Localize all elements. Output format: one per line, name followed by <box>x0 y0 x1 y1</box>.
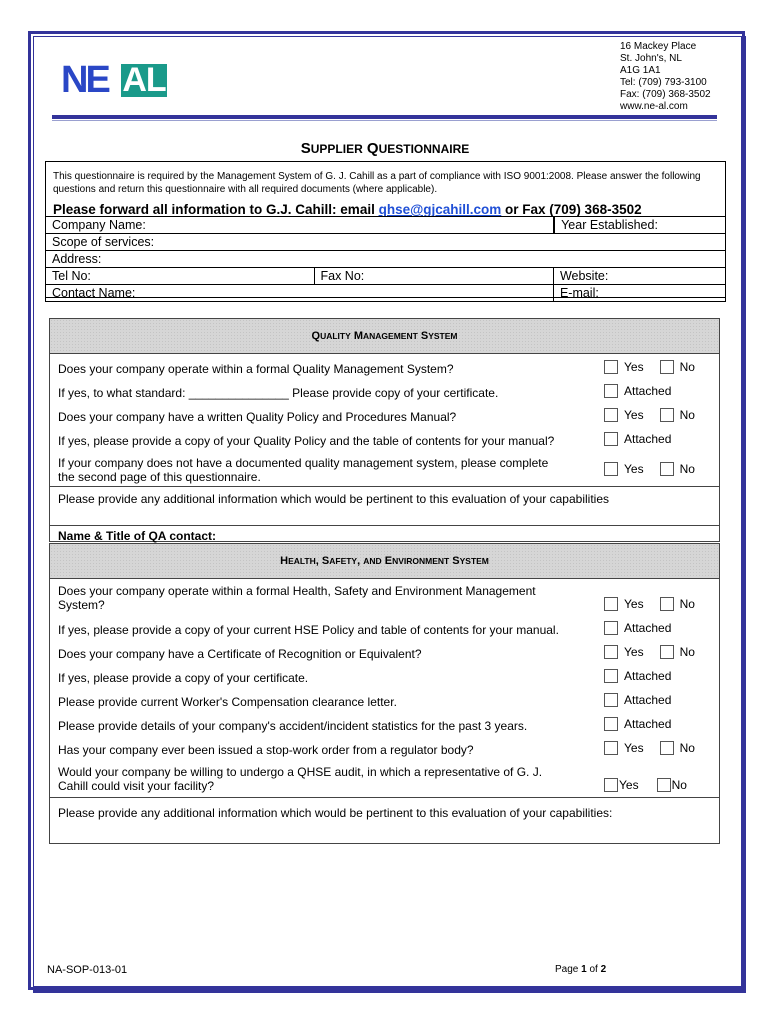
qms-question-3: Does your company have a written Quality Policy and Procedures Manual? <box>58 410 457 424</box>
email-field[interactable]: E-mail: <box>553 285 725 302</box>
question-line: Does your company operate within a formal Health, Safety and Environment Management <box>58 584 536 598</box>
qms-section-header <box>49 318 720 354</box>
header-divider <box>52 115 717 119</box>
year-established-field[interactable]: Year Established: <box>555 217 726 234</box>
hdr-cap: S <box>452 555 460 567</box>
checkbox-attached[interactable] <box>604 621 618 635</box>
hdr-rest: EALTH <box>288 556 316 566</box>
hdr-cap: M <box>353 330 364 342</box>
forward-suffix: or Fax (709) 368-3502 <box>501 202 642 217</box>
option-label: Yes <box>624 741 644 755</box>
checkbox-no[interactable] <box>660 597 674 611</box>
hdr-rest: YSTEM <box>428 331 458 341</box>
qms-question-1: Does your company operate within a formal Quality Management System? <box>58 362 454 376</box>
hse-q3-options <box>604 645 695 659</box>
email-link[interactable]: qhse@gjcahill.com <box>378 202 502 217</box>
forward-prefix: Please forward all information to G.J. Cahill: email <box>53 202 379 217</box>
title-cap: S <box>300 140 311 157</box>
option-label: No <box>671 778 687 792</box>
checkbox-yes[interactable] <box>604 741 618 755</box>
checkbox-no[interactable] <box>660 462 674 476</box>
qms-q4-options <box>604 432 671 446</box>
option-label: Attached <box>624 717 672 731</box>
divider <box>49 486 720 487</box>
page-prefix: Page <box>555 964 582 975</box>
hdr-rest: AND <box>363 556 382 566</box>
checkbox-attached[interactable] <box>604 717 618 731</box>
option-label: Attached <box>624 384 672 398</box>
option-label: No <box>679 741 695 755</box>
logo-al-text: AL <box>122 64 166 97</box>
checkbox-yes[interactable] <box>604 408 618 422</box>
hdr-rest: ANAGEMENT <box>363 331 418 341</box>
page-current: 1 <box>581 964 587 975</box>
hse-question-2: If yes, please provide a copy of your current HSE Policy and table of contents for your manual. <box>58 623 559 637</box>
checkbox-yes[interactable] <box>604 462 618 476</box>
qms-question-5 <box>58 456 548 484</box>
hse-q7-options <box>604 741 695 755</box>
hse-question-1 <box>58 584 536 612</box>
checkbox-no[interactable] <box>660 741 674 755</box>
checkbox-no[interactable] <box>657 778 671 792</box>
scope-field[interactable]: Scope of services: <box>46 234 726 251</box>
hse-q6-options <box>604 717 671 731</box>
qms-q5-options <box>604 462 695 476</box>
page-number <box>555 964 606 975</box>
company-logo <box>61 64 167 97</box>
hse-additional-info[interactable]: Please provide any additional information which would be pertinent to this evaluation of your capabilities: <box>58 806 613 820</box>
hdr-rest: NVIRONMENT <box>392 556 450 566</box>
checkbox-no[interactable] <box>660 645 674 659</box>
checkbox-yes[interactable] <box>604 360 618 374</box>
title-rest: UPPLIER <box>310 142 363 156</box>
option-label: No <box>679 408 695 422</box>
hse-q8-options <box>604 778 687 792</box>
page-total: 2 <box>600 964 607 975</box>
company-info-table <box>45 216 726 302</box>
option-label: No <box>679 645 695 659</box>
hdr-cap: S <box>321 555 330 567</box>
checkbox-attached[interactable] <box>604 432 618 446</box>
hdr-cap: H <box>280 555 289 567</box>
checkbox-yes[interactable] <box>604 778 618 792</box>
address-field[interactable]: Address: <box>46 251 726 268</box>
header-divider-thin <box>52 120 717 121</box>
checkbox-attached[interactable] <box>604 693 618 707</box>
option-label: No <box>679 360 695 374</box>
company-address <box>620 41 711 113</box>
qms-question-4: If yes, please provide a copy of your Quality Policy and the table of contents for your manual? <box>58 434 555 448</box>
checkbox-no[interactable] <box>660 360 674 374</box>
qms-q3-options <box>604 408 695 422</box>
website-field[interactable]: Website: <box>553 268 725 285</box>
question-line: Cahill could visit your facility? <box>58 779 215 793</box>
page-border-shadow-bottom <box>33 987 746 993</box>
hse-q1-options <box>604 597 695 611</box>
hdr-cap: Q <box>311 330 321 342</box>
hdr-rest: AFETY <box>329 556 358 566</box>
hdr-rest: UALITY <box>320 331 351 341</box>
checkbox-no[interactable] <box>660 408 674 422</box>
title-cap: Q <box>366 140 379 157</box>
hse-section-header: HEALTH, SAFETY, AND ENVIRONMENT SYSTEM <box>49 543 720 579</box>
document-number: NA-SOP-013-01 <box>47 964 128 976</box>
option-label: Attached <box>624 621 672 635</box>
address-line: 16 Mackey Place <box>620 41 697 52</box>
hse-question-7: Has your company ever been issued a stop-work order from a regulator body? <box>58 743 474 757</box>
hse-q5-options <box>604 693 671 707</box>
hdr-cap: E <box>384 555 393 567</box>
hdr-rest: YSTEM <box>459 556 489 566</box>
company-name-field[interactable]: Company Name: <box>46 217 554 234</box>
option-label: No <box>679 462 695 476</box>
option-label: Attached <box>624 669 672 683</box>
logo-ne-text: NE <box>61 64 108 97</box>
option-label: Yes <box>624 645 644 659</box>
option-label: No <box>679 597 695 611</box>
divider <box>49 797 720 798</box>
checkbox-attached[interactable] <box>604 384 618 398</box>
option-label: Yes <box>619 778 639 792</box>
qms-question-2: If yes, to what standard: _______________ Please provide copy of your certificate. <box>58 386 499 400</box>
hse-q4-options <box>604 669 671 683</box>
forward-instructions <box>53 202 642 217</box>
question-line: the second page of this questionnaire. <box>58 470 261 484</box>
page-border-shadow-right <box>742 36 746 993</box>
option-label: Yes <box>624 597 644 611</box>
divider <box>49 525 720 526</box>
question-line: Would your company be willing to undergo a QHSE audit, in which a representative of G. J. <box>58 765 543 779</box>
qms-q1-options <box>604 360 695 374</box>
hse-question-6: Please provide details of your company's accident/incident statistics for the past 3 years. <box>58 719 528 733</box>
address-line: St. John's, NL <box>620 53 682 64</box>
checkbox-yes[interactable] <box>604 645 618 659</box>
qms-q2-options <box>604 384 671 398</box>
option-label: Yes <box>624 408 644 422</box>
question-line: If your company does not have a documented quality management system, please complete <box>58 456 549 470</box>
option-label: Yes <box>624 360 644 374</box>
hdr-cap: S <box>420 330 429 342</box>
hse-question-5: Please provide current Worker's Compensation clearance letter. <box>58 695 397 709</box>
address-website: www.ne-al.com <box>620 101 688 112</box>
address-line: A1G 1A1 <box>620 65 661 76</box>
option-label: Yes <box>624 462 644 476</box>
option-label: Attached <box>624 693 672 707</box>
intro-text: This questionnaire is required by the Management System of G. J. Cahill as a part of compliance with ISO 9001:2008. Please answer the following questions and return this questionnaire with all required documents (where applicable). <box>53 171 701 195</box>
fax-field[interactable]: Fax No: <box>314 268 553 285</box>
qms-additional-info[interactable]: Please provide any additional information which would be pertinent to this evaluation of your capabilities <box>58 492 609 506</box>
title-rest: UESTIONNAIRE <box>378 142 470 156</box>
hse-question-4: If yes, please provide a copy of your certificate. <box>58 671 309 685</box>
page-title <box>0 140 770 157</box>
checkbox-attached[interactable] <box>604 669 618 683</box>
checkbox-yes[interactable] <box>604 597 618 611</box>
tel-field[interactable]: Tel No: <box>46 268 315 285</box>
address-tel: Tel: (709) 793-3100 <box>620 77 707 88</box>
hse-question-3: Does your company have a Certificate of Recognition or Equivalent? <box>58 647 422 661</box>
address-fax: Fax: (709) 368-3502 <box>620 89 711 100</box>
hse-q2-options <box>604 621 671 635</box>
question-line: System? <box>58 598 105 612</box>
hse-question-8 <box>58 765 542 793</box>
page-of: of <box>586 964 601 975</box>
qa-contact-field[interactable]: Name & Title of QA contact: <box>58 529 217 543</box>
contact-name-field[interactable]: Contact Name: <box>46 285 554 302</box>
option-label: Attached <box>624 432 672 446</box>
